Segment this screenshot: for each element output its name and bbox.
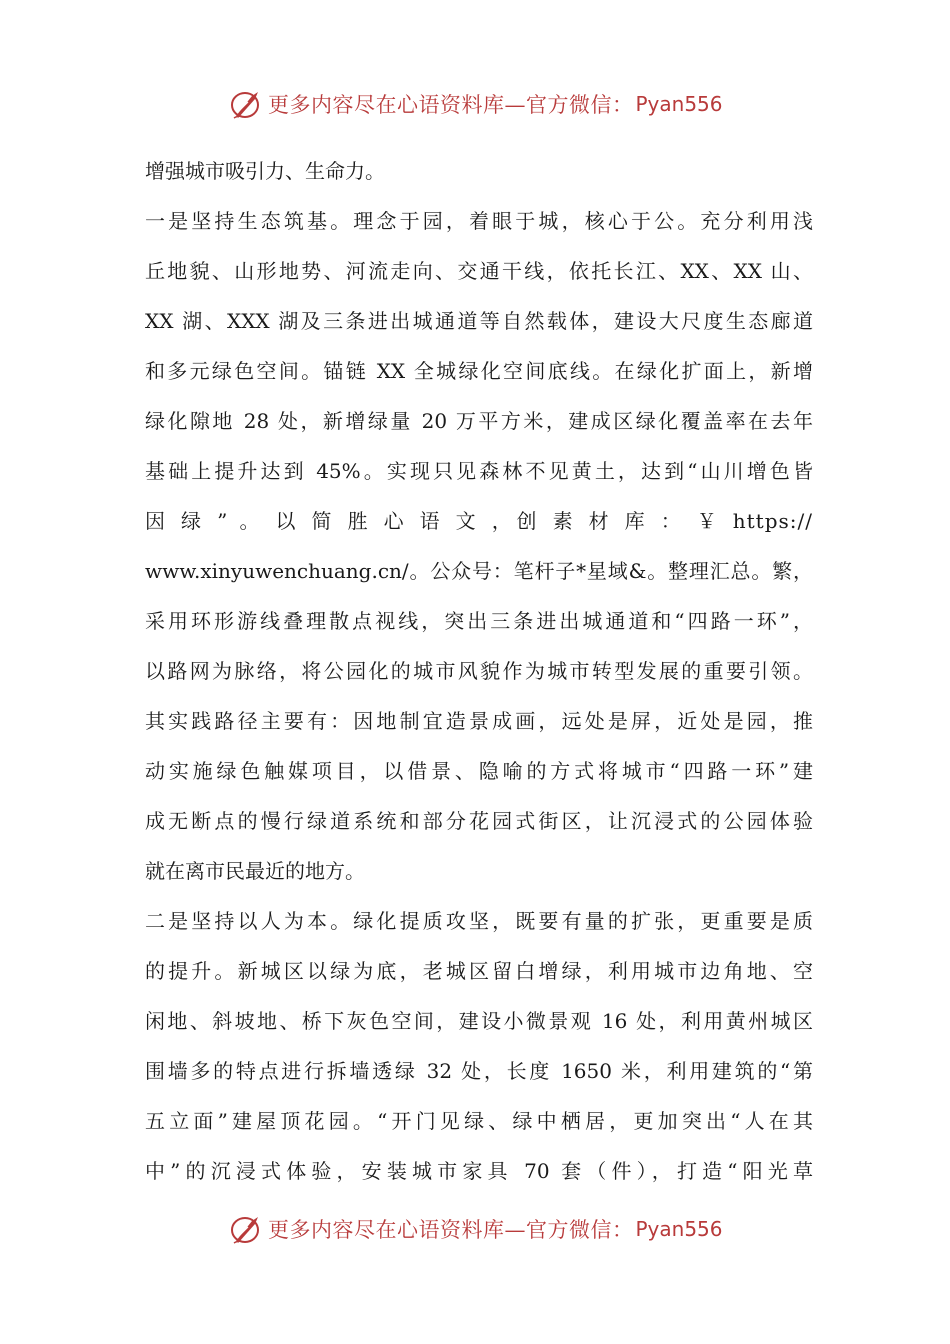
text-line: 的提升。新城区以绿为底，老城区留白增绿，利用城市边角地、空 [145, 959, 813, 983]
footer-banner [228, 1209, 723, 1249]
footer-wechat-id: Pyan556 [635, 1217, 723, 1241]
text-line: 其实践路径主要有：因地制宜造景成画，远处是屏，近处是园，推 [145, 709, 813, 733]
text-line: XX 湖、XXX 湖及三条进出城通道等自然载体，建设大尺度生态廊道 [145, 309, 813, 333]
text-line: 以路网为脉络，将公园化的城市风貌作为城市转型发展的重要引领。 [145, 659, 813, 683]
text-line: 和多元绿色空间。锚链 XX 全城绿化空间底线。在绿化扩面上，新增 [145, 359, 813, 383]
header-wechat-id: Pyan556 [635, 92, 723, 116]
text-line: 因 绿 ” 。 以 简 胜 心 语 文 ，创 素 材 库 ： ￥ https:// [145, 509, 813, 533]
text-line: 就在离市民最近的地方。 [145, 859, 365, 883]
text-line: 闲地、斜坡地、桥下灰色空间，建设小微景观 16 处，利用黄州城区 [145, 1009, 813, 1033]
text-line: 基础上提升达到 45%。实现只见森林不见黄土，达到“山川增色皆 [145, 459, 813, 483]
header-banner [228, 84, 723, 124]
quill-pen-icon [228, 86, 264, 122]
quill-pen-icon [228, 1211, 264, 1247]
text-line: 采用环形游线叠理散点视线，突出三条进出城通道和“四路一环”， [145, 609, 813, 633]
text-line: 五立面”建屋顶花园。“开门见绿、绿中栖居，更加突出“人在其 [145, 1109, 813, 1133]
text-line: 一是坚持生态筑基。理念于园，着眼于城，核心于公。充分利用浅 [145, 209, 813, 233]
text-line: 围墙多的特点进行拆墙透绿 32 处，长度 1650 米，利用建筑的“第 [145, 1059, 813, 1083]
text-line: 动实施绿色触媒项目，以借景、隐喻的方式将城市“四路一环”建 [145, 759, 813, 783]
footer-site-text: 更多内容尽在心语资料库—官方微信： [268, 1218, 634, 1242]
text-line: www.xinyuwenchuang.cn/。公众号：笔杆子*星域&。整理汇总。繁， [145, 559, 813, 583]
text-line: 二是坚持以人为本。绿化提质攻坚，既要有量的扩张，更重要是质 [145, 909, 813, 933]
text-line: 中”的沉浸式体验，安装城市家具 70 套（件），打造“阳光草 [145, 1159, 813, 1183]
text-line: 绿化隙地 28 处，新增绿量 20 万平方米，建成区绿化覆盖率在去年 [145, 409, 813, 433]
text-line: 成无断点的慢行绿道系统和部分花园式街区，让沉浸式的公园体验 [145, 809, 813, 833]
text-line: 增强城市吸引力、生命力。 [145, 159, 385, 183]
document-body [145, 150, 813, 1200]
text-line: 丘地貌、山形地势、河流走向、交通干线，依托长江、XX、XX 山、 [145, 259, 813, 283]
header-site-text: 更多内容尽在心语资料库—官方微信： [268, 93, 634, 117]
